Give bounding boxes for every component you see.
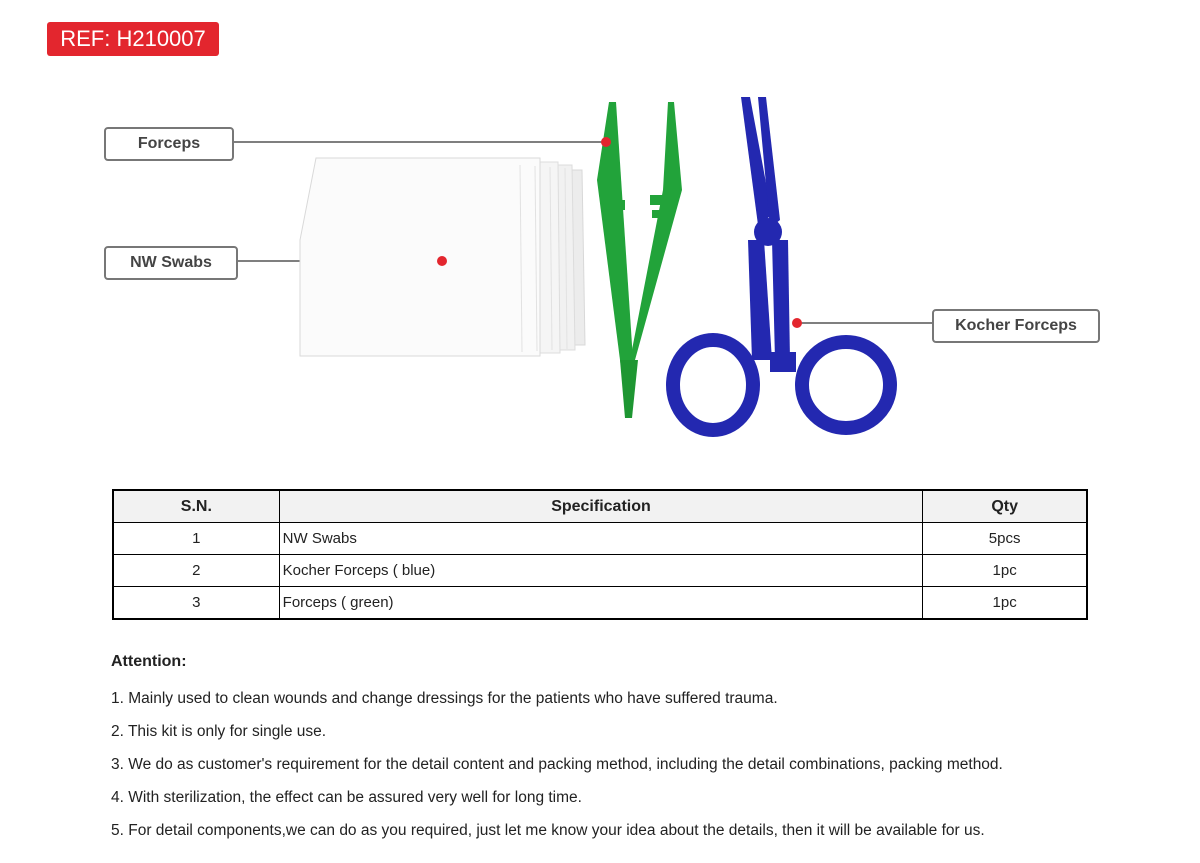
attention-list xyxy=(111,688,1003,853)
list-item: 1. Mainly used to clean wounds and change dressings for the patients who have suffered trauma. xyxy=(111,690,778,707)
cell-sn: 2 xyxy=(113,555,279,587)
specification-table xyxy=(112,489,1088,620)
ref-badge: REF: H210007 xyxy=(47,22,219,56)
kocher-marker xyxy=(792,318,802,328)
cell-qty: 1pc xyxy=(923,587,1087,620)
cell-spec: NW Swabs xyxy=(279,523,923,555)
callout-kocher-forceps: Kocher Forceps xyxy=(932,309,1100,343)
callout-forceps: Forceps xyxy=(104,127,234,161)
header-specification: Specification xyxy=(279,490,923,523)
callout-nw-swabs: NW Swabs xyxy=(104,246,238,280)
table-row xyxy=(113,555,1087,587)
header-qty: Qty xyxy=(923,490,1087,523)
cell-spec: Forceps ( green) xyxy=(279,587,923,620)
attention-title: Attention: xyxy=(111,653,187,670)
cell-sn: 1 xyxy=(113,523,279,555)
cell-spec: Kocher Forceps ( blue) xyxy=(279,555,923,587)
list-item: 4. With sterilization, the effect can be assured very well for long time. xyxy=(111,789,582,806)
table-header-row xyxy=(113,490,1087,523)
cell-qty: 5pcs xyxy=(923,523,1087,555)
list-item: 3. We do as customer's requirement for the detail content and packing method, including the detail combinations, packing method. xyxy=(111,756,1003,773)
list-item: 2. This kit is only for single use. xyxy=(111,723,327,740)
table-row xyxy=(113,587,1087,620)
table-row xyxy=(113,523,1087,555)
header-sn: S.N. xyxy=(113,490,279,523)
cell-qty: 1pc xyxy=(923,555,1087,587)
forceps-marker xyxy=(601,137,611,147)
cell-sn: 3 xyxy=(113,587,279,620)
kocher-forceps-image xyxy=(673,97,890,430)
swabs-marker xyxy=(437,256,447,266)
list-item: 5. For detail components,we can do as you required, just let me know your idea about the details, then it will be available for us. xyxy=(111,822,985,839)
